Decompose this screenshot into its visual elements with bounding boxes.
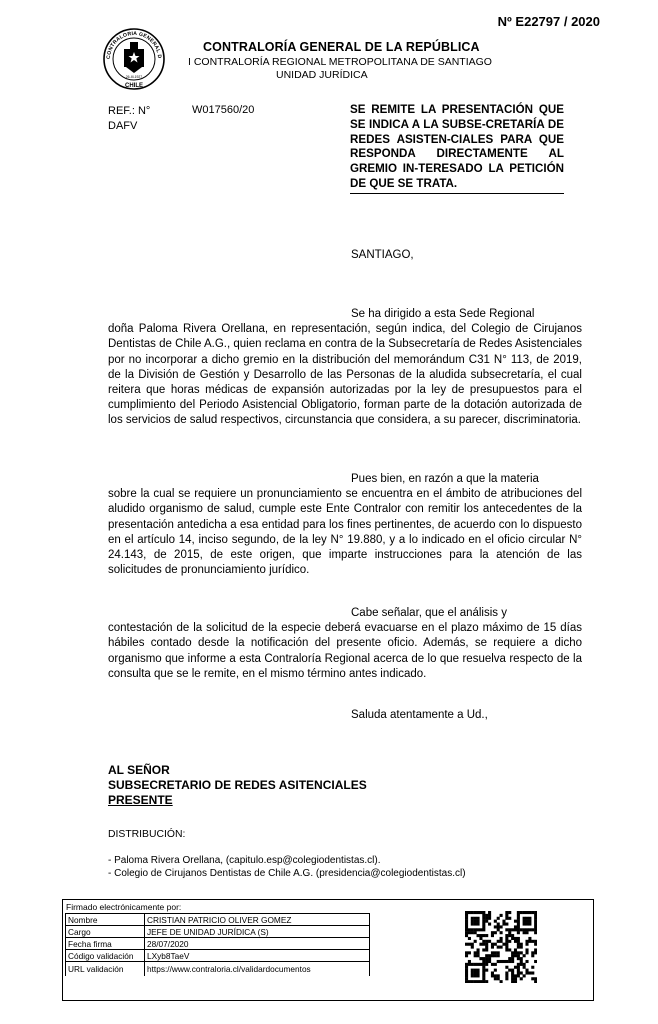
signature-label: URL validación [66,962,145,977]
distribution-title: DISTRIBUCIÓN: [108,829,186,840]
signature-header: Firmado electrónicamente por: [66,902,182,912]
table-row [66,926,370,938]
table-row [66,938,370,950]
signature-value: 28/07/2020 [145,938,370,950]
signature-value: JEFE DE UNIDAD JURÍDICA (S) [145,926,370,938]
body-paragraph-1 [108,307,582,429]
paragraph-2-opening: Pues bien, en razón a que la materia [351,473,539,485]
contraloria-seal-icon [102,27,166,91]
paragraph-1-opening: Se ha dirigido a esta Sede Regional [351,308,535,320]
table-row [66,962,370,977]
signature-value: LXyb8TaeV [145,950,370,962]
reference-label-block [108,104,150,134]
organization-title: CONTRALORÍA GENERAL DE LA REPÚBLICA [203,40,480,54]
reference-label: REF.: N° [108,105,151,117]
svg-text:26-III-1927: 26-III-1927 [125,75,143,79]
subject-summary: SE REMITE LA PRESENTACIÓN QUE SE INDICA A LA SUBSE-CRETARÍA DE REDES ASISTEN-CIALES PARA QUE RESPONDA DIRECTAMENTE AL GREMIO IN-TERESADO LA PETICIÓN DE QUE SE TRATA. [350,103,564,194]
distribution-list [108,855,466,880]
paragraph-3-opening: Cabe señalar, que el análisis y [351,607,507,619]
signature-table [65,913,370,976]
reference-code: W017560/20 [192,104,255,116]
paragraph-1-text: doña Paloma Rivera Orellana, en representación, según indica, del Colegio de Cirujanos Dentistas de Chile A.G., quien reclama en contra de la Subsecretaría de Redes Asistenciales por no incorporar a dicho gremio en la distribución del memorándum C31 N° 113, de 2019, de la División de Gestión y Desarrollo de las Personas de la aludida subsecretaría, el cual reitera que horas médicas de expansión autorizadas por la ley de presupuestos para el cumplimiento del Periodo Asistencial Obligatorio, forman parte de la dotación autorizada de los servicios de salud respectivos, circunstancia que considera, a su parecer, discriminatoria. [108,323,582,427]
signature-label: Fecha firma [66,938,145,950]
electronic-signature-box [62,899,594,1001]
signature-label: Código validación [66,950,145,962]
addressee-line-3: PRESENTE [108,793,173,807]
addressee-block [108,763,367,808]
table-row [66,950,370,962]
validation-url[interactable]: https://www.contraloria.cl/validardocumentos [145,962,370,977]
distribution-item: - Paloma Rivera Orellana, (capitulo.esp@colegiodentistas.cl). [108,855,381,866]
table-row [66,914,370,926]
signature-label: Cargo [66,926,145,938]
legal-unit: UNIDAD JURÍDICA [276,69,368,81]
signature-value: CRISTIAN PATRICIO OLIVER GOMEZ [145,914,370,926]
distribution-item: - Colegio de Cirujanos Dentistas de Chile A.G. (presidencia@colegiodentistas.cl) [108,867,466,879]
city-date-line: SANTIAGO, [351,249,414,261]
addressee-line-1: AL SEÑOR [108,763,170,777]
svg-text:CHILE: CHILE [125,83,143,89]
closing-salutation: Saluda atentamente a Ud., [351,709,488,721]
paragraph-2-text: sobre la cual se requiere un pronunciamiento se encuentra en el ámbito de atribuciones del aludido organismo de salud, cumple este Ente Contralor con remitir los antecedentes de la presentación antedicha a esa entidad para los fines pertinentes, de acuerdo con lo dispuesto en el artículo 14, inciso segundo, de la ley N° 19.880, y a lo indicado en el oficio circular N° 24.143, de 2015, de este origen, que imparte instrucciones para la atención de las solicitudes de pronunciamiento jurídico. [108,488,582,577]
regional-office: I CONTRALORÍA REGIONAL METROPOLITANA DE SANTIAGO [188,56,492,68]
addressee-line-2: SUBSECRETARIO DE REDES ASITENCIALES [108,778,367,792]
reference-dept: DAFV [108,120,138,132]
body-paragraph-3 [108,606,582,682]
qr-code-icon[interactable] [465,911,537,983]
svg-text:CONTRALORIA GENERAL DE LA REPU: CONTRALORIA GENERAL D [105,30,163,60]
document-number: Nº E22797 / 2020 [497,14,600,29]
body-paragraph-2 [108,472,582,578]
signature-label: Nombre [66,914,145,926]
paragraph-3-text: contestación de la solicitud de la especie deberá evacuarse en el plazo máximo de 15 días hábiles contado desde la notificación del presente oficio. Además, se requiere a dicho organismo que informe a esta Contraloría Regional acerca de lo que resuelva respecto de la consulta que se le remite, en el mismo término antes indicado. [108,622,582,680]
